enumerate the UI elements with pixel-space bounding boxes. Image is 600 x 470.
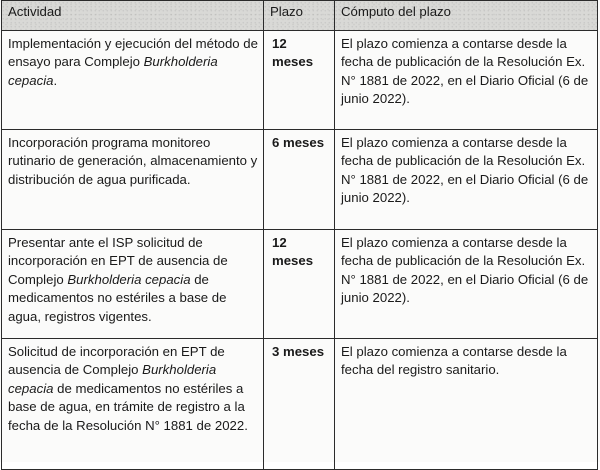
actividad-italic-text: Burkholderia cepacia [8,54,218,88]
computo-cell: El plazo comienza a contarse desde la fecha de publicación de la Resolución Ex. N° 1881 de 2022, en el Diario Oficial (6 de junio 2022). [335,230,598,339]
actividad-italic-text: Burkholderia cepacia [67,271,191,287]
computo-cell: El plazo comienza a contarse desde la fecha de publicación de la Resolución Ex. N° 1881 de 2022, en el Diario Oficial (6 de junio 2022). [335,130,598,230]
header-computo: Cómputo del plazo [335,1,598,31]
actividad-text-end: de medicamentos no estériles a base de agua, en trámite de registro a la fecha de la Resolución N° 1881 de 2022. [8,380,248,433]
actividad-cell: Incorporación programa monitoreo rutinario de generación, almacenamiento y distribución de agua purificada. [2,130,264,230]
table-row [2,31,598,130]
actividad-cell [2,230,264,339]
actividad-cell [2,31,264,130]
actividad-text: Presentar ante el ISP solicitud de incorporación en EPT de ausencia de Complejo [8,235,228,287]
actividad-cell [2,339,264,470]
actividad-text: Implementación y ejecución del método de ensayo para Complejo [8,36,258,70]
actividad-italic-text: Burkholderia cepacia [8,362,217,396]
header-actividad: Actividad [2,1,264,31]
plazo-cell: 12 meses [264,31,335,130]
plazo-cell: 12 meses [264,230,335,339]
table-header-row [2,1,598,31]
actividad-text: Solicitud de incorporación en EPT de ausencia de Complejo [8,344,225,378]
plazo-cell: 6 meses [264,130,335,230]
plazo-cell: 3 meses [264,339,335,470]
header-plazo: Plazo [264,1,335,31]
computo-cell: El plazo comienza a contarse desde la fecha de publicación de la Resolución Ex. N° 1881 de 2022, en el Diario Oficial (6 de junio 2022). [335,31,598,130]
computo-cell: El plazo comienza a contarse desde la fecha del registro sanitario. [335,339,598,470]
table-row [2,339,598,470]
table-row [2,230,598,339]
plazos-table [1,0,598,470]
table-row [2,130,598,230]
actividad-text-end: . [53,72,58,88]
actividad-text-end: de medicamentos no estériles a base de agua, registros vigentes. [8,271,227,324]
